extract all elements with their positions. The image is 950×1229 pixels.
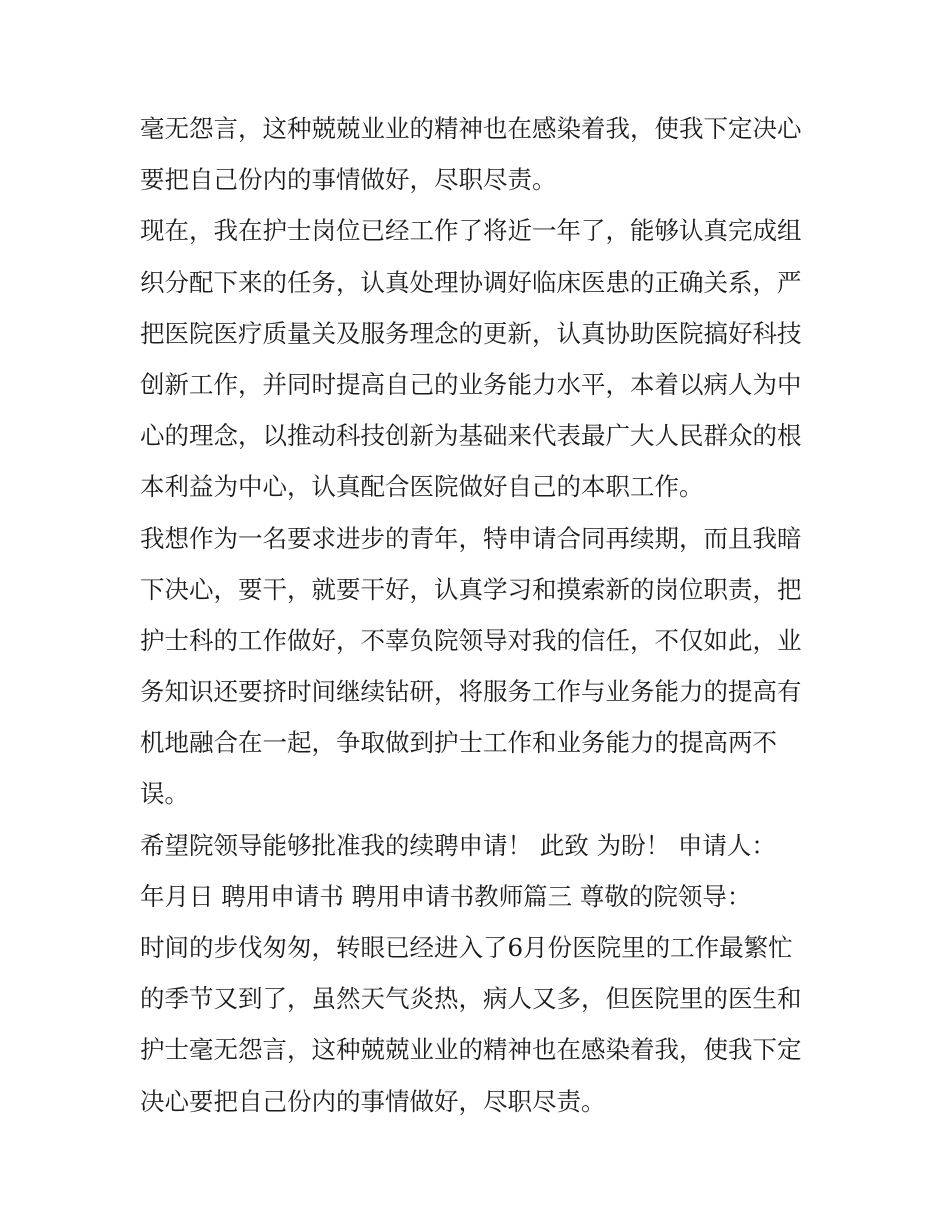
document-body — [140, 103, 820, 1127]
text-line: 护士科的工作做好，不辜负院领导对我的信任，不仅如此，业 — [140, 625, 802, 655]
text-line: 我想作为一名要求进步的青年，特申请合同再续期，而且我暗 — [140, 523, 802, 553]
text-line: 要把自己份内的事情做好，尽职尽责。 — [140, 165, 557, 195]
text-line: 决心要把自己份内的事情做好，尽职尽责。 — [140, 1086, 606, 1116]
text-line: 年月日 聘用申请书 聘用申请书教师篇三 尊敬的院领导： — [140, 881, 752, 911]
text-line: 时间的步伐匆匆，转眼已经进入了6月份医院里的工作最繁忙 — [140, 933, 793, 962]
text-line: 现在，我在护士岗位已经工作了将近一年了，能够认真完成组 — [140, 216, 802, 246]
text-line: 的季节又到了，虽然天气炎热，病人又多，但医院里的医生和 — [140, 984, 802, 1014]
text-line: 本利益为中心，认真配合医院做好自己的本职工作。 — [140, 472, 704, 502]
text-line: 误。 — [140, 779, 189, 809]
text-line: 织分配下来的任务，认真处理协调好临床医患的正确关系，严 — [140, 267, 802, 297]
text-line: 把医院医疗质量关及服务理念的更新，认真协助医院搞好科技 — [140, 318, 802, 348]
text-line: 创新工作，并同时提高自己的业务能力水平，本着以病人为中 — [140, 369, 802, 399]
text-line: 希望院领导能够批准我的续聘申请！ 此致 为盼！ 申请人： — [140, 830, 776, 860]
text-line: 机地融合在一起，争取做到护士工作和业务能力的提高两不 — [140, 728, 777, 758]
text-line: 毫无怨言，这种兢兢业业的精神也在感染着我，使我下定决心 — [140, 114, 802, 143]
text-line: 护士毫无怨言，这种兢兢业业的精神也在感染着我，使我下定 — [140, 1035, 802, 1065]
text-line: 下决心，要干，就要干好，认真学习和摸索新的岗位职责，把 — [140, 574, 802, 604]
text-line: 务知识还要挤时间继续钻研，将服务工作与业务能力的提高有 — [140, 677, 802, 707]
text-line: 心的理念，以推动科技创新为基础来代表最广大人民群众的根 — [140, 421, 802, 451]
